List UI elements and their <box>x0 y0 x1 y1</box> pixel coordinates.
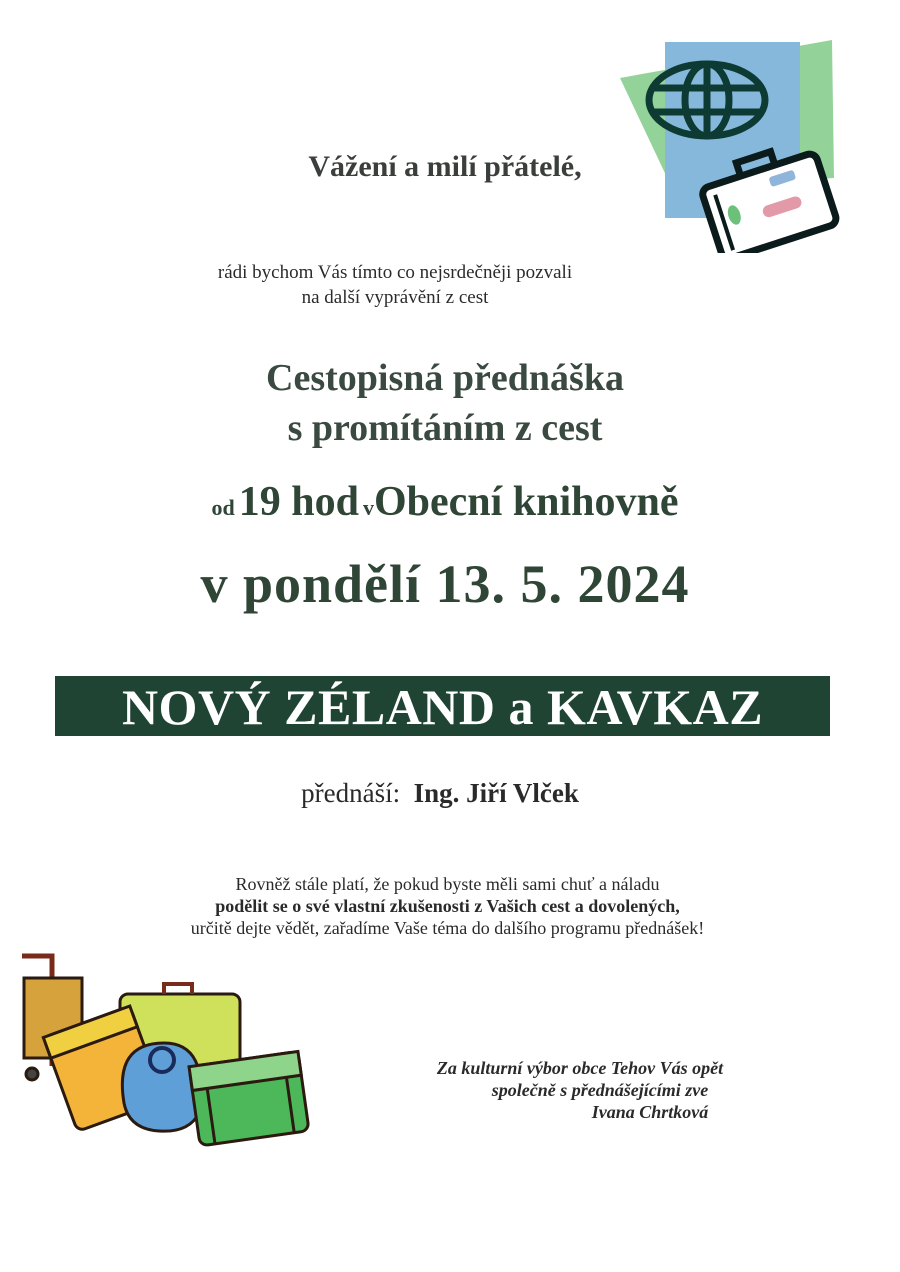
speaker-name: Ing. Jiří Vlček <box>413 778 579 808</box>
topic-banner: NOVÝ ZÉLAND a KAVKAZ <box>55 676 830 736</box>
invitation-line-1: rádi bychom Vás tímto co nejsrdečněji pozvali <box>217 262 573 283</box>
invitation-text <box>0 260 790 310</box>
speaker-label: přednáší: <box>301 778 401 808</box>
event-date: v pondělí 13. 5. 2024 <box>200 554 690 614</box>
greeting: Vážení a milí přátelé, <box>308 150 582 183</box>
globe-suitcase-clipart <box>612 38 842 253</box>
signature-line-1: Za kulturní výbor obce Tehov Vás opět <box>436 1058 724 1078</box>
event-title <box>0 353 890 453</box>
note-line-3: určitě dejte vědět, zařadíme Vaše téma do dalšího programu přednášek! <box>190 918 705 938</box>
note-line-1: Rovněž stále platí, že pokud byste měli sami chuť a náladu <box>235 874 660 894</box>
note-text <box>0 873 895 939</box>
signature <box>360 1057 800 1123</box>
invitation-line-2: na další vyprávění z cest <box>301 287 489 308</box>
place-name: Obecní knihovně <box>373 479 679 525</box>
time-hour: 19 hod <box>238 479 359 525</box>
signature-line-2: společně s přednášejícími zve <box>491 1080 709 1100</box>
event-time-place <box>0 478 890 526</box>
signature-line-3: Ivana Chrtková <box>591 1102 709 1122</box>
time-prefix: od <box>211 495 235 520</box>
place-prefix: v <box>362 495 374 520</box>
luggage-pile-clipart <box>14 948 314 1163</box>
event-title-line-1: Cestopisná přednáška <box>266 357 624 399</box>
note-line-2: podělit se o své vlastní zkušenosti z Vašich cest a dovolených, <box>215 896 680 916</box>
event-title-line-2: s promítáním z cest <box>287 407 603 449</box>
speaker <box>0 778 880 809</box>
